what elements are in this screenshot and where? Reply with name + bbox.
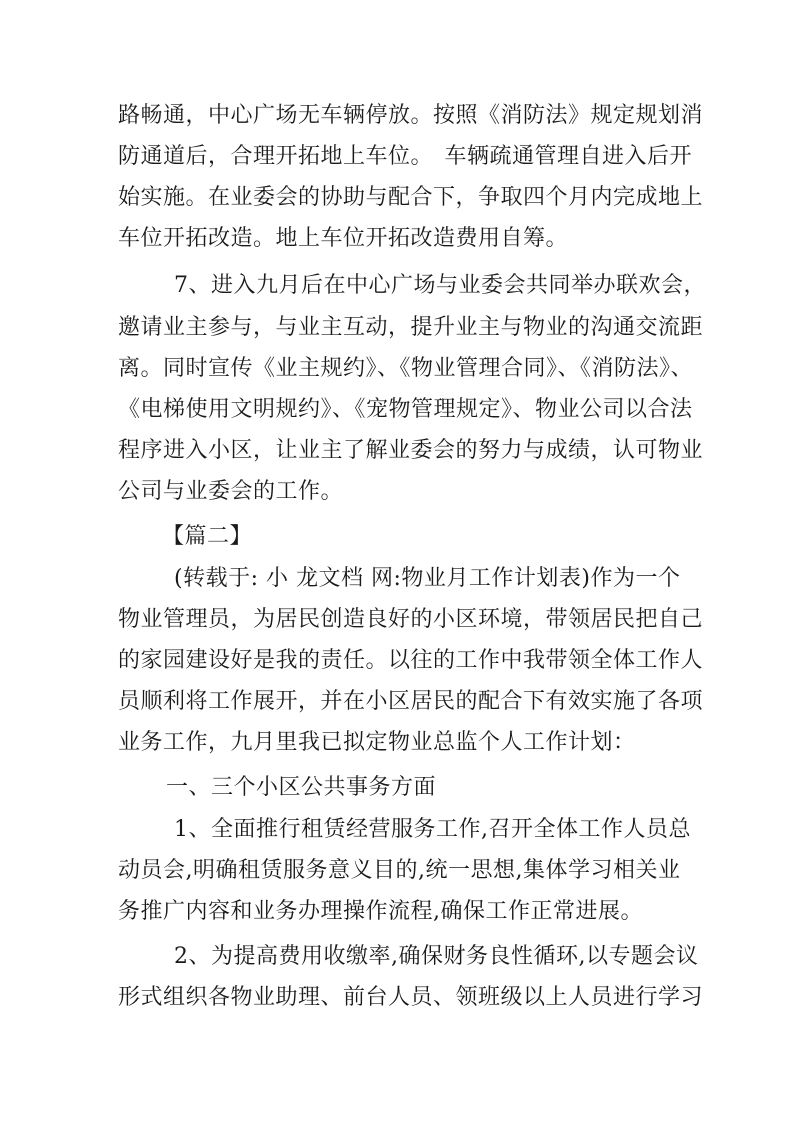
text-line: 车位开拓改造。地上车位开拓改造费用自筹。	[118, 226, 569, 251]
paragraph-7-start: 7、进入九月后在中心广场与业委会共同举办联欢会，	[174, 273, 706, 298]
paragraph-1-start: 1、全面推行租赁经营服务工作,召开全体工作人员总	[174, 817, 691, 842]
text-line: 的家园建设好是我的责任。以往的工作中我带领全体工作人	[118, 648, 704, 673]
text-line: 物业管理员，为居民创造良好的小区环境，带领居民把自己	[118, 607, 704, 632]
paragraph-2-start: 2、为提高费用收缴率,确保财务良性循环,以专题会议	[174, 944, 699, 969]
text-line: 业务工作，九月里我已拟定物业总监个人工作计划：	[118, 730, 636, 755]
subsection-heading: 一、三个小区公共事务方面	[166, 775, 437, 800]
text-line: 防通道后，合理开拓地上车位。 车辆疏通管理自进入后开	[118, 144, 693, 169]
text-line: 形式组织各物业助理、前台人员、领班级以上人员进行学习	[118, 985, 704, 1010]
text-line: 务推广内容和业务办理操作流程,确保工作正常进展。	[118, 899, 643, 924]
text-line: 《电梯使用文明规约》、《宠物管理规定》、物业公司以合法	[118, 397, 693, 422]
text-line: 离。同时宣传《业主规约》、《物业管理合同》、《消防法》、	[118, 356, 694, 381]
text-line: 始实施。在业委会的协助与配合下，争取四个月内完成地上	[118, 185, 704, 210]
text-line: 动员会,明确租赁服务意义目的,统一思想,集体学习相关业	[118, 858, 681, 883]
text-line: 程序进入小区，让业主了解业委会的努力与成绩，认可物业	[118, 438, 704, 463]
section-heading: 【篇二】	[162, 524, 253, 549]
text-line: 公司与业委会的工作。	[118, 479, 344, 504]
paragraph-start: (转载于: 小 龙文档 网:物业月工作计划表)作为一个	[174, 566, 681, 591]
text-line: 路畅通，中心广场无车辆停放。按照《消防法》规定规划消	[118, 103, 704, 128]
text-line: 邀请业主参与，与业主互动，提升业主与物业的沟通交流距	[118, 315, 704, 340]
text-line: 员顺利将工作展开，并在小区居民的配合下有效实施了各项	[118, 689, 704, 714]
